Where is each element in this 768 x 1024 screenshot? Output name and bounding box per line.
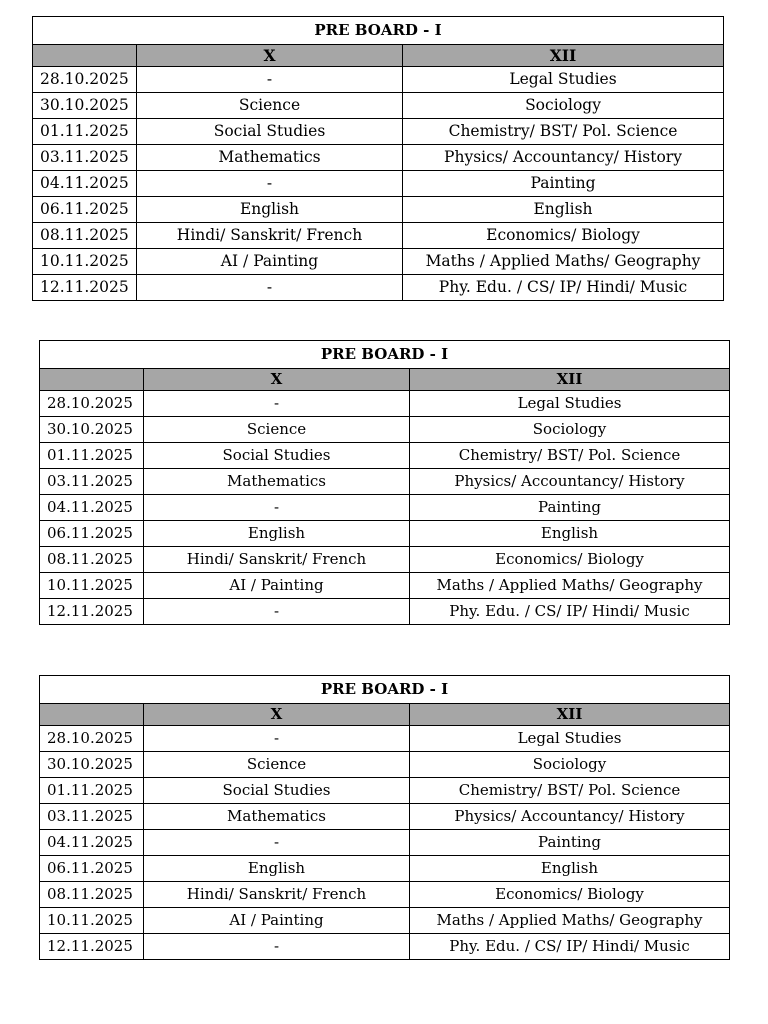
class-xii-cell: Legal Studies <box>403 67 724 93</box>
class-x-cell: - <box>144 391 410 417</box>
table-row <box>40 599 730 625</box>
table-row <box>33 93 724 119</box>
table-row <box>40 752 730 778</box>
table-row <box>33 171 724 197</box>
date-cell: 08.11.2025 <box>33 223 137 249</box>
header-row <box>40 704 730 726</box>
date-cell: 04.11.2025 <box>40 830 144 856</box>
class-x-cell: Mathematics <box>144 469 410 495</box>
date-cell: 01.11.2025 <box>40 443 144 469</box>
date-cell: 04.11.2025 <box>33 171 137 197</box>
class-x-cell: AI / Painting <box>144 573 410 599</box>
header-date <box>33 45 137 67</box>
class-x-cell: - <box>144 934 410 960</box>
class-xii-cell: Physics/ Accountancy/ History <box>403 145 724 171</box>
class-xii-cell: Sociology <box>410 417 730 443</box>
class-x-cell: English <box>144 521 410 547</box>
table-row <box>40 830 730 856</box>
header-class-xii: XII <box>403 45 724 67</box>
class-xii-cell: Painting <box>410 495 730 521</box>
title-row <box>40 341 730 369</box>
class-x-cell: Social Studies <box>137 119 403 145</box>
class-xii-cell: Sociology <box>403 93 724 119</box>
class-x-cell: Science <box>137 93 403 119</box>
table-row <box>33 145 724 171</box>
class-xii-cell: Sociology <box>410 752 730 778</box>
class-xii-cell: Legal Studies <box>410 726 730 752</box>
class-x-cell: - <box>137 67 403 93</box>
class-x-cell: Hindi/ Sanskrit/ French <box>137 223 403 249</box>
class-xii-cell: English <box>410 856 730 882</box>
class-xii-cell: Phy. Edu. / CS/ IP/ Hindi/ Music <box>410 599 730 625</box>
header-class-x: X <box>144 369 410 391</box>
header-class-x: X <box>144 704 410 726</box>
class-xii-cell: Chemistry/ BST/ Pol. Science <box>410 443 730 469</box>
date-cell: 04.11.2025 <box>40 495 144 521</box>
class-x-cell: AI / Painting <box>144 908 410 934</box>
header-class-x: X <box>137 45 403 67</box>
class-xii-cell: Maths / Applied Maths/ Geography <box>403 249 724 275</box>
class-x-cell: Hindi/ Sanskrit/ French <box>144 547 410 573</box>
table-row <box>40 521 730 547</box>
table-row <box>40 391 730 417</box>
class-x-cell: - <box>137 171 403 197</box>
class-x-cell: - <box>144 495 410 521</box>
class-xii-cell: English <box>410 521 730 547</box>
date-cell: 03.11.2025 <box>40 469 144 495</box>
header-class-xii: XII <box>410 704 730 726</box>
table-row <box>33 67 724 93</box>
table-row <box>40 573 730 599</box>
class-xii-cell: Maths / Applied Maths/ Geography <box>410 573 730 599</box>
table-row <box>33 197 724 223</box>
date-cell: 28.10.2025 <box>40 726 144 752</box>
class-xii-cell: Economics/ Biology <box>403 223 724 249</box>
class-xii-cell: Legal Studies <box>410 391 730 417</box>
date-cell: 12.11.2025 <box>40 934 144 960</box>
date-cell: 12.11.2025 <box>40 599 144 625</box>
date-cell: 01.11.2025 <box>40 778 144 804</box>
date-cell: 01.11.2025 <box>33 119 137 145</box>
date-cell: 10.11.2025 <box>40 573 144 599</box>
title-row <box>40 676 730 704</box>
header-row <box>40 369 730 391</box>
class-x-cell: AI / Painting <box>137 249 403 275</box>
table-title: PRE BOARD - I <box>40 341 730 369</box>
class-xii-cell: Painting <box>403 171 724 197</box>
date-cell: 28.10.2025 <box>33 67 137 93</box>
table-title: PRE BOARD - I <box>33 17 724 45</box>
class-xii-cell: Phy. Edu. / CS/ IP/ Hindi/ Music <box>410 934 730 960</box>
table-row <box>40 882 730 908</box>
table-row <box>40 856 730 882</box>
date-cell: 12.11.2025 <box>33 275 137 301</box>
schedule-table-3 <box>39 675 730 960</box>
date-cell: 06.11.2025 <box>40 856 144 882</box>
date-cell: 08.11.2025 <box>40 547 144 573</box>
date-cell: 03.11.2025 <box>33 145 137 171</box>
header-class-xii: XII <box>410 369 730 391</box>
class-x-cell: Mathematics <box>144 804 410 830</box>
date-cell: 03.11.2025 <box>40 804 144 830</box>
table-row <box>33 249 724 275</box>
class-x-cell: Social Studies <box>144 443 410 469</box>
class-x-cell: - <box>144 599 410 625</box>
class-xii-cell: Physics/ Accountancy/ History <box>410 469 730 495</box>
table-row <box>40 495 730 521</box>
date-cell: 10.11.2025 <box>33 249 137 275</box>
table-row <box>33 275 724 301</box>
table-title: PRE BOARD - I <box>40 676 730 704</box>
header-row <box>33 45 724 67</box>
class-xii-cell: Physics/ Accountancy/ History <box>410 804 730 830</box>
header-date <box>40 704 144 726</box>
table-row <box>40 443 730 469</box>
table-row <box>40 908 730 934</box>
table-row <box>33 119 724 145</box>
class-x-cell: Science <box>144 752 410 778</box>
table-row <box>40 469 730 495</box>
date-cell: 30.10.2025 <box>33 93 137 119</box>
class-xii-cell: Painting <box>410 830 730 856</box>
date-cell: 06.11.2025 <box>40 521 144 547</box>
class-x-cell: Hindi/ Sanskrit/ French <box>144 882 410 908</box>
date-cell: 28.10.2025 <box>40 391 144 417</box>
table-row <box>40 547 730 573</box>
date-cell: 30.10.2025 <box>40 752 144 778</box>
table-row <box>40 804 730 830</box>
class-xii-cell: English <box>403 197 724 223</box>
table-row <box>40 726 730 752</box>
table-row <box>40 417 730 443</box>
schedule-table-1 <box>32 16 724 301</box>
header-date <box>40 369 144 391</box>
class-xii-cell: Economics/ Biology <box>410 882 730 908</box>
class-xii-cell: Maths / Applied Maths/ Geography <box>410 908 730 934</box>
schedule-table-2 <box>39 340 730 625</box>
table-row <box>33 223 724 249</box>
date-cell: 06.11.2025 <box>33 197 137 223</box>
table-row <box>40 778 730 804</box>
date-cell: 10.11.2025 <box>40 908 144 934</box>
date-cell: 08.11.2025 <box>40 882 144 908</box>
class-x-cell: - <box>144 830 410 856</box>
class-x-cell: English <box>137 197 403 223</box>
class-x-cell: - <box>144 726 410 752</box>
class-xii-cell: Chemistry/ BST/ Pol. Science <box>403 119 724 145</box>
date-cell: 30.10.2025 <box>40 417 144 443</box>
title-row <box>33 17 724 45</box>
class-x-cell: Mathematics <box>137 145 403 171</box>
class-xii-cell: Phy. Edu. / CS/ IP/ Hindi/ Music <box>403 275 724 301</box>
class-x-cell: Social Studies <box>144 778 410 804</box>
table-row <box>40 934 730 960</box>
class-xii-cell: Chemistry/ BST/ Pol. Science <box>410 778 730 804</box>
class-x-cell: - <box>137 275 403 301</box>
class-x-cell: Science <box>144 417 410 443</box>
class-x-cell: English <box>144 856 410 882</box>
class-xii-cell: Economics/ Biology <box>410 547 730 573</box>
